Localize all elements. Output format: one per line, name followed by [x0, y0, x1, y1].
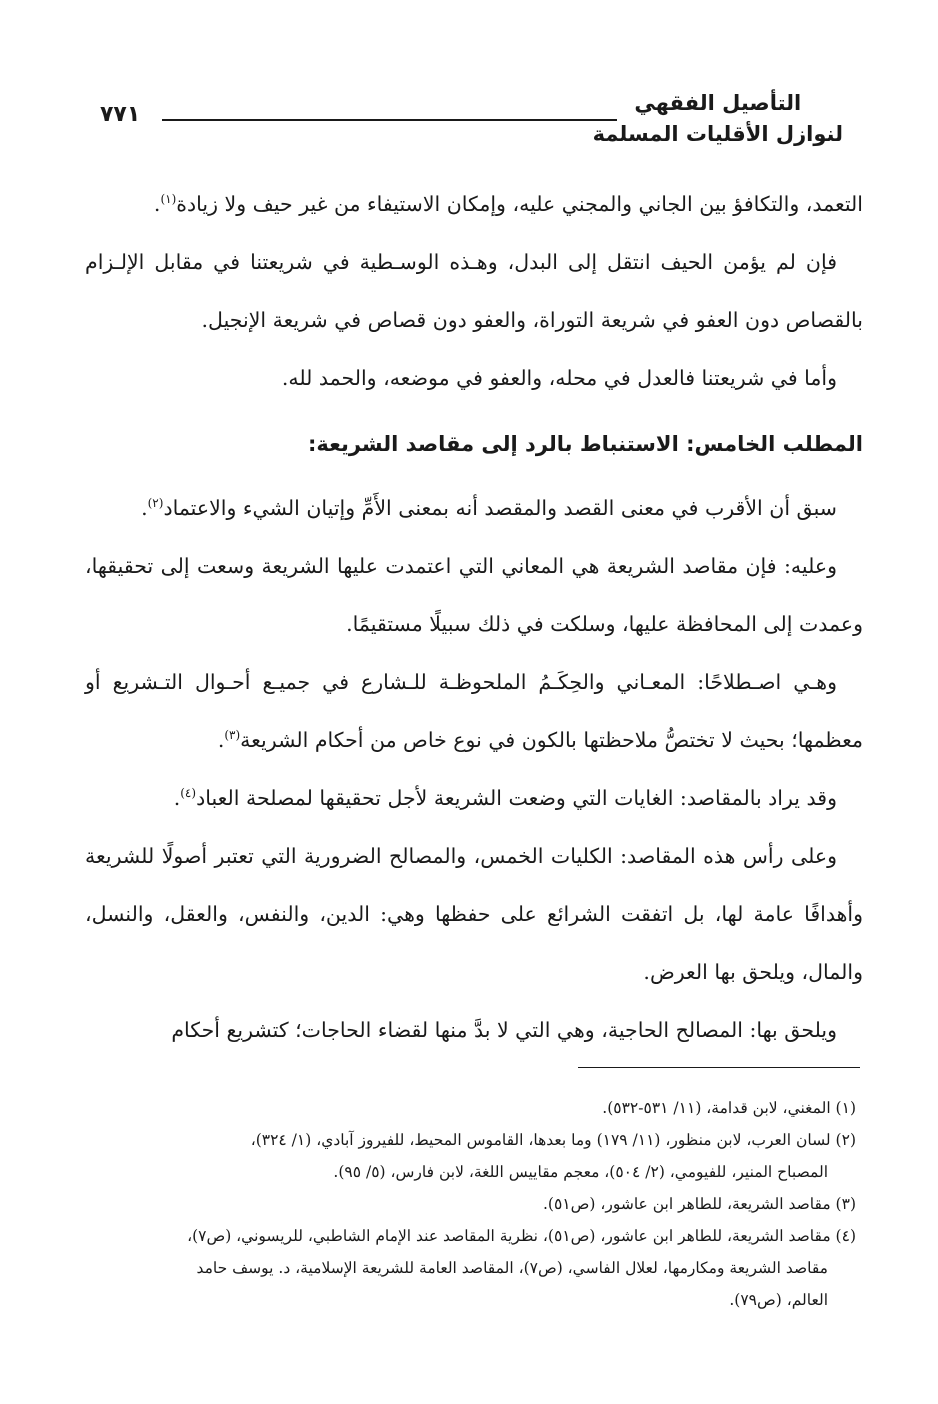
paragraph-text: وهـي اصـطلاحًا: المعـاني والحِكَـمُ الملحوظـة للـشارع في جميـع أحـوال التـشريع أو معظمها؛ بحيث لا تختصُّ ملاحظتها بالكون في نوع خاص من أحكام الشريعة — [85, 670, 863, 752]
footnote-2: (٢) لسان العرب، لابن منظور، (١١/ ١٧٩) وما بعدها، القاموس المحيط، للفيروز آبادي، (١/ ٣٢٤)، — [250, 1131, 856, 1149]
book-title — [593, 88, 843, 150]
paragraph-text: التعمد، والتكافؤ بين الجاني والمجني عليه، وإمكان الاستيفاء من غير حيف ولا زيادة — [176, 192, 863, 216]
footnote-4-continued: مقاصد الشريعة ومكارمها، لعلال الفاسي، (ص٧)، المقاصد العامة للشريعة الإسلامية، د. يوسف حامد — [196, 1259, 828, 1277]
paragraph-end: . — [217, 728, 225, 752]
paragraph — [85, 175, 863, 233]
footnote-ref: (٢) — [147, 496, 164, 511]
main-text — [85, 175, 863, 1059]
header-rule — [162, 119, 617, 121]
running-header — [100, 88, 843, 158]
paragraph-end: . — [173, 786, 181, 810]
footnote-1: (١) المغني، لابن قدامة، (١١/ ٥٣١-٥٣٢). — [602, 1099, 856, 1117]
footnote-2-continued: المصباح المنير، للفيومي، (٢/ ٥٠٤)، معجم مقاييس اللغة، لابن فارس، (٥/ ٩٥). — [333, 1163, 828, 1181]
footnote-ref: (٤) — [180, 786, 197, 801]
section-heading: المطلب الخامس: الاستنباط بالرد إلى مقاصد الشريعة: — [307, 432, 863, 456]
paragraph — [85, 769, 863, 827]
paragraph-text: سبق أن الأقرب في معنى القصد والمقصد أنه بمعنى الأَمِّ وإتيان الشيء والاعتماد — [163, 496, 837, 520]
footnote-ref: (١) — [160, 192, 177, 207]
paragraph: وأما في شريعتنا فالعدل في محله، والعفو في موضعه، والحمد لله. — [281, 366, 837, 390]
paragraph-text: وقد يراد بالمقاصد: الغايات التي وضعت الشريعة لأجل تحقيقها لمصلحة العباد — [196, 786, 837, 810]
paragraph — [85, 653, 863, 769]
paragraph: فإن لم يؤمن الحيف انتقل إلى البدل، وهـذه الوسـطية في شريعتنا في مقابل الإلـزام بالقصاص دون العفو في شريعة التوراة، والعفو دون قصاص في شريعة الإنجيل. — [85, 250, 863, 332]
book-title-line-1: التأصيل الفقهي — [634, 91, 802, 115]
footnote-4: (٤) مقاصد الشريعة، للطاهر ابن عاشور، (ص٥١)، نظرية المقاصد عند الإمام الشاطبي، للريسوني، (ص٧)، — [187, 1227, 856, 1245]
page-number: ٧٧١ — [100, 102, 141, 127]
paragraph-end: . — [153, 192, 161, 216]
footnote-4-continued: العالم، (ص٧٩). — [729, 1291, 828, 1309]
paragraph: ويلحق بها: المصالح الحاجية، وهي التي لا بدَّ منها لقضاء الحاجات؛ كتشريع أحكام — [171, 1018, 837, 1042]
book-title-line-2: لنوازل الأقليات المسلمة — [592, 122, 843, 146]
paragraph — [85, 479, 863, 537]
paragraph-end: . — [141, 496, 148, 520]
footnote-separator — [578, 1067, 860, 1068]
footnotes — [85, 1092, 856, 1316]
footnote-3: (٣) مقاصد الشريعة، للطاهر ابن عاشور، (ص٥١). — [543, 1195, 856, 1213]
footnote-ref: (٣) — [224, 728, 241, 743]
paragraph: وعلى رأس هذه المقاصد: الكليات الخمس، والمصالح الضرورية التي تعتبر أصولًا للشريعة وأهدافًا عامة لها، بل اتفقت الشرائع على حفظها وهي: الدين، والنفس، والعقل، والنسل، والمال، ويلحق بها العرض. — [85, 844, 863, 984]
paragraph: وعليه: فإن مقاصد الشريعة هي المعاني التي اعتمدت عليها الشريعة وسعت إلى تحقيقها، وعمدت إلى المحافظة عليها، وسلكت في ذلك سبيلًا مستقيمًا. — [85, 554, 863, 636]
